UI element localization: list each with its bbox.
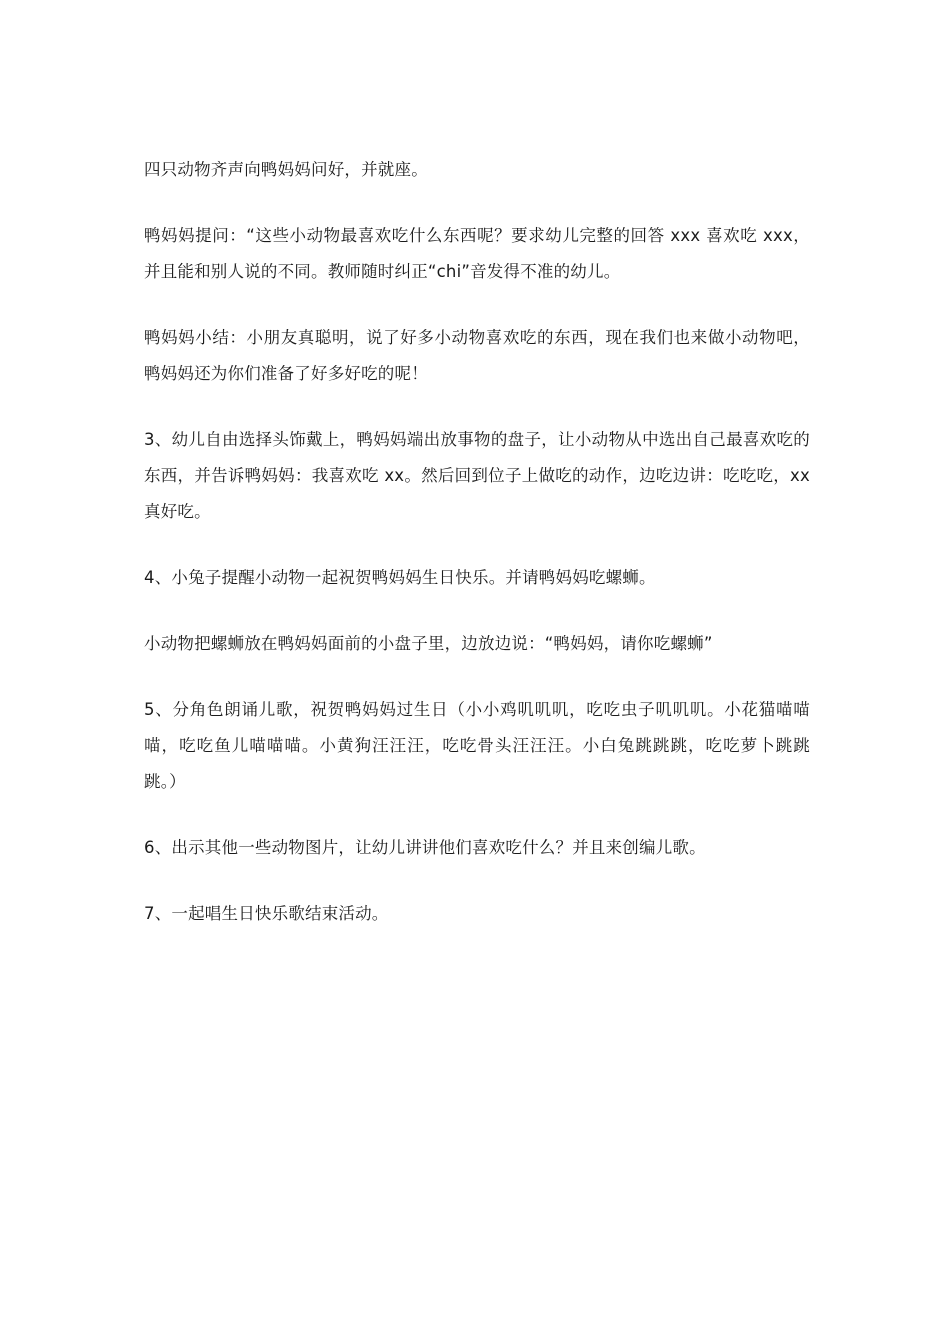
paragraph-duck-question: 鸭妈妈提问：“这些小动物最喜欢吃什么东西呢？要求幼儿完整的回答 xxx 喜欢吃 xxx，并且能和别人说的不同。教师随时纠正“chi”音发得不准的幼儿。 (144, 226, 810, 281)
paragraph-step-3: 3、幼儿自由选择头饰戴上，鸭妈妈端出放事物的盘子，让小动物从中选出自己最喜欢吃的东西，并告诉鸭妈妈：我喜欢吃 xx。然后回到位子上做吃的动作，边吃边讲：吃吃吃，xx 真好吃。 (144, 430, 810, 521)
paragraph-duck-summary: 鸭妈妈小结：小朋友真聪明，说了好多小动物喜欢吃的东西，现在我们也来做小动物吧，鸭妈妈还为你们准备了好多好吃的呢！ (144, 328, 810, 383)
paragraph-step-5: 5、分角色朗诵儿歌，祝贺鸭妈妈过生日（小小鸡叽叽叽，吃吃虫子叽叽叽。小花猫喵喵喵，吃吃鱼儿喵喵喵。小黄狗汪汪汪，吃吃骨头汪汪汪。小白兔跳跳跳，吃吃萝卜跳跳跳。） (144, 700, 810, 791)
paragraph-step-7: 7、一起唱生日快乐歌结束活动。 (144, 904, 389, 923)
paragraph-step-6: 6、出示其他一些动物图片，让幼儿讲讲他们喜欢吃什么？并且来创编儿歌。 (144, 838, 706, 857)
paragraph-snail-offer: 小动物把螺蛳放在鸭妈妈面前的小盘子里，边放边说：“鸭妈妈，请你吃螺蛳” (144, 634, 713, 653)
document-page (144, 152, 810, 932)
paragraph-step-4: 4、小兔子提醒小动物一起祝贺鸭妈妈生日快乐。并请鸭妈妈吃螺蛳。 (144, 568, 656, 587)
paragraph-greeting: 四只动物齐声向鸭妈妈问好，并就座。 (144, 160, 428, 179)
